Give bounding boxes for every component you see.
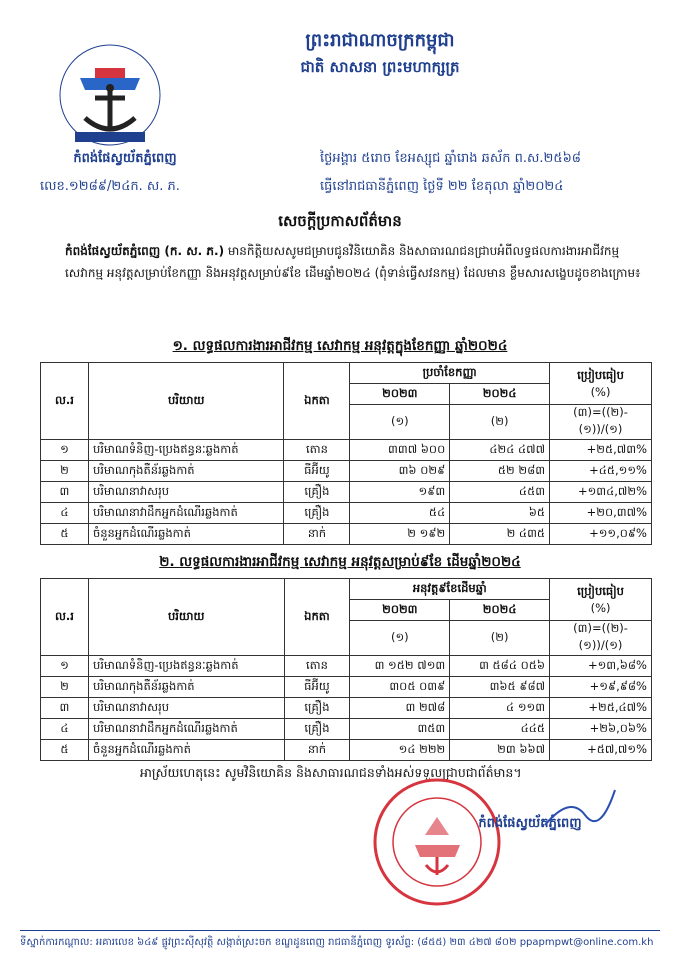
row-value-2024: ៤២៤ ៤៧៧ [450, 440, 550, 461]
table-row [41, 740, 652, 761]
row-percent: +១១,០៩% [550, 524, 652, 545]
row-percent: +២០,៣៧% [550, 503, 652, 524]
row-unit: គ្រឿង [284, 698, 350, 719]
row-value-2024: ៥២ ២៨៣ [450, 461, 550, 482]
row-no: ៥ [41, 740, 89, 761]
row-percent: +១៣,៦៨% [550, 656, 652, 677]
document-title: សេចក្តីប្រកាសព័ត៌មាន [278, 212, 402, 230]
pct-label: (%) [590, 385, 611, 399]
row-value-2024: ៣ ៥៨៤ ០៥៦ [450, 656, 550, 677]
row-percent: +១៣៤,៧២% [550, 482, 652, 503]
table-row [41, 719, 652, 740]
header-group: អនុវត្ត៩ខែដើមឆ្នាំ [350, 579, 550, 600]
row-value-2023: ៣៣៧ ៦០០ [350, 440, 450, 461]
official-seal-icon [370, 775, 505, 910]
table-row [41, 440, 652, 461]
row-value-2024: ៤៥៣ [450, 482, 550, 503]
closing-statement: អាស្រ័យហេតុនេះ សូមវិនិយោគិន និងសាធារណជនទាំងអស់ទទួលជ្រាបជាព័ត៌មាន។ [140, 765, 522, 780]
row-percent: +២៥,៧៣% [550, 440, 652, 461]
row-desc: បរិមាណកុងតឺន័រឆ្លងកាត់ [88, 677, 284, 698]
section2-title: ២. លទ្ធផលការងារអាជីវកម្ម សេវាកម្ម អនុវត្តសម្រាប់៩ខែ ដើមឆ្នាំ២០២៤ [159, 554, 521, 570]
header-no: ល.រ [41, 579, 89, 656]
row-percent: +១៩,៩៨% [550, 677, 652, 698]
table-row [41, 656, 652, 677]
row-no: ១ [41, 440, 89, 461]
row-desc: បរិមាណនាវាដឹកអ្នកដំណើរឆ្លងកាត់ [88, 719, 284, 740]
row-desc: បរិមាណនាវាសរុប [88, 482, 284, 503]
row-no: ៣ [41, 482, 89, 503]
table-row [41, 524, 652, 545]
row-no: ៤ [41, 503, 89, 524]
row-desc: បរិមាណនាវាសរុប [88, 698, 284, 719]
row-percent: +៤៥,១១% [550, 461, 652, 482]
intro-paragraph [65, 240, 645, 284]
port-logo-icon [55, 40, 165, 150]
header-compare [550, 579, 652, 621]
table-row [41, 503, 652, 524]
pct-label: (%) [590, 601, 611, 615]
row-percent: +២៥,៤៧% [550, 698, 652, 719]
row-value-2024: ៦៥ [450, 503, 550, 524]
header-group: ប្រចាំខែកញ្ញា [350, 363, 550, 384]
intro-org: កំពង់ផែស្វយ័តភ្នំពេញ (ក. ស. ភ.) [65, 244, 225, 258]
row-value-2023: ២ ១៩២ [350, 524, 450, 545]
header-unit: ឯកតា [284, 363, 350, 440]
row-desc: បរិមាណទំនិញ-ប្រេងឥន្ធនៈឆ្លងកាត់ [88, 656, 284, 677]
row-no: ២ [41, 461, 89, 482]
row-value-2023: ៥៤ [350, 503, 450, 524]
row-unit: គ្រឿង [284, 719, 350, 740]
section1-title: ១. លទ្ធផលការងារអាជីវកម្ម សេវាកម្ម អនុវត្តក្នុងខែកញ្ញា ឆ្នាំ២០២៤ [172, 338, 508, 354]
footer-contact: ទីស្នាក់ការកណ្តាល: អគារលេខ ៦៤៩ ផ្លូវព្រះស៊ីសុវត្ថិ សង្កាត់ស្រះចក ខណ្ឌដូនពេញ រាជធានីភ្នំពេញ ទូរស័ព្ទ: (៨៥៥) ២៣ ៤២៧ ៨០២ ppapmpwt@online.com.kh [20, 937, 654, 948]
row-value-2023: ៣ ១៥២ ៧១៣ [350, 656, 450, 677]
signature-icon [540, 785, 620, 835]
row-value-2023: ៣៦ ០២៩ [350, 461, 450, 482]
header-no: ល.រ [41, 363, 89, 440]
table-monthly [40, 362, 652, 545]
row-no: ៥ [41, 524, 89, 545]
header-year2: ២០២៤ [450, 384, 550, 405]
table-row [41, 698, 652, 719]
row-desc: បរិមាណកុងតឺន័រឆ្លងកាត់ [88, 461, 284, 482]
row-value-2024: ២៣ ៦៦៧ [450, 740, 550, 761]
date-lunar: ថ្ងៃអង្គារ ៥រោច ខែអស្សុជ ឆ្នាំរោង ឆស័ក ព.ស.២៥៦៨ [320, 151, 581, 166]
row-value-2023: ៣០៥ ០៣៩ [350, 677, 450, 698]
row-value-2023: ១៤ ២២២ [350, 740, 450, 761]
formula: (៣)=((២)-(១))/(១) [550, 621, 652, 656]
header-compare [550, 363, 652, 405]
row-value-2023: ៣ ២៧៨ [350, 698, 450, 719]
header-desc: បរិយាយ [88, 579, 284, 656]
sub-col-2: (២) [450, 621, 550, 656]
formula: (៣)=((២)-(១))/(១) [550, 405, 652, 440]
national-motto: ជាតិ សាសនា ព្រះមហាក្សត្រ [300, 58, 460, 76]
kingdom-heading: ព្រះរាជាណាចក្រកម្ពុជា [305, 30, 455, 51]
row-no: ៤ [41, 719, 89, 740]
header-year1: ២០២៣ [350, 600, 450, 621]
footer-divider [20, 930, 660, 931]
row-no: ១ [41, 656, 89, 677]
row-desc: ចំនួនអ្នកដំណើរឆ្លងកាត់ [88, 524, 284, 545]
row-unit: នាក់ [284, 740, 350, 761]
table-row [41, 482, 652, 503]
row-unit: តោន [284, 440, 350, 461]
row-unit: នាក់ [284, 524, 350, 545]
table-row [41, 461, 652, 482]
row-unit: ធីអ៊ីយូ [284, 677, 350, 698]
row-value-2023: ៣៥៣ [350, 719, 450, 740]
row-value-2023: ១៩៣ [350, 482, 450, 503]
header-desc: បរិយាយ [88, 363, 284, 440]
signature-org: កំពង់ផែស្វយ័តភ្នំពេញ [478, 816, 582, 831]
row-desc: ចំនួនអ្នកដំណើរឆ្លងកាត់ [88, 740, 284, 761]
table-row [41, 677, 652, 698]
row-unit: ធីអ៊ីយូ [284, 461, 350, 482]
intro-text: មានកិត្តិយសសូមជម្រាបជូនវិនិយោគិន និងសាធារណជនជ្រាបអំពីលទ្ធផលការងារអាជីវកម្ម សេវាកម្ម អនុវត្តសម្រាប់ខែកញ្ញា និងអនុវត្តសម្រាប់៩ខែ ដើមឆ្នាំ២០២៤ (ពុំទាន់ធ្វើសវនកម្ម) ដែលមាន ខ្លឹមសារសង្ខេបដូចខាងក្រោម៖ [65, 244, 641, 280]
row-no: ២ [41, 677, 89, 698]
row-percent: +៥៧,៧១% [550, 740, 652, 761]
row-value-2024: ៣៦៥ ៩៨៧ [450, 677, 550, 698]
row-unit: គ្រឿង [284, 482, 350, 503]
sub-col-1: (១) [350, 405, 450, 440]
header-year1: ២០២៣ [350, 384, 450, 405]
org-name: កំពង់ផែស្វយ័តភ្នំពេញ [73, 151, 177, 166]
row-value-2024: ២ ៤៣៥ [450, 524, 550, 545]
row-desc: បរិមាណទំនិញ-ប្រេងឥន្ធនៈឆ្លងកាត់ [88, 440, 284, 461]
compare-label: ប្រៀបធៀប [577, 368, 624, 382]
row-no: ៣ [41, 698, 89, 719]
compare-label: ប្រៀបធៀប [577, 584, 624, 598]
row-unit: តោន [284, 656, 350, 677]
sub-col-2: (២) [450, 405, 550, 440]
row-percent: +២៦,០៦% [550, 719, 652, 740]
header-year2: ២០២៤ [450, 600, 550, 621]
row-unit: គ្រឿង [284, 503, 350, 524]
row-desc: បរិមាណនាវាដឹកអ្នកដំណើរឆ្លងកាត់ [88, 503, 284, 524]
row-value-2024: ៤ ១១៣ [450, 698, 550, 719]
row-value-2024: ៤៤៥ [450, 719, 550, 740]
reference-number: លេខ.១២៨៩/២៤ក. ស. ភ. [40, 179, 180, 194]
header-unit: ឯកតា [284, 579, 350, 656]
sub-col-1: (១) [350, 621, 450, 656]
date-solar: ធ្វើនៅរាជធានីភ្នំពេញ ថ្ងៃទី ២២ ខែតុលា ឆ្នាំ២០២៤ [320, 179, 564, 194]
table-nine-months [40, 578, 652, 761]
